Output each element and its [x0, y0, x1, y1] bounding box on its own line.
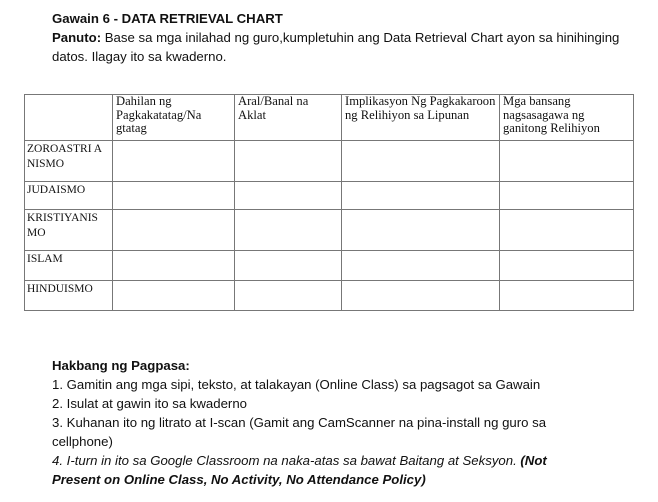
- instructions: [52, 28, 622, 66]
- table-cell[interactable]: [500, 141, 634, 182]
- header-cell: Dahilan ng Pagkakatatag/Na gtatag: [113, 95, 235, 141]
- table-cell[interactable]: [113, 210, 235, 251]
- step-4-policy-cont: Present on Online Class, No Activity, No Attendance Policy): [52, 472, 426, 487]
- table-row: [25, 182, 634, 210]
- instructions-text: Base sa mga inilahad ng guro,kumpletuhin ang Data Retrieval Chart ayon sa hinihinging datos. Ilagay ito sa kwaderno.: [52, 30, 620, 64]
- table-cell[interactable]: [342, 251, 500, 281]
- table-cell[interactable]: [235, 182, 342, 210]
- table-cell[interactable]: [342, 281, 500, 311]
- table-row: [25, 281, 634, 311]
- instructions-label: Panuto:: [52, 30, 102, 45]
- step-item: [52, 451, 547, 470]
- row-label: ISLAM: [25, 251, 113, 281]
- table-cell[interactable]: [500, 251, 634, 281]
- step-item: 1. Gamitin ang mga sipi, teksto, at talakayan (Online Class) sa pagsagot sa Gawain: [52, 377, 541, 392]
- submission-steps: [52, 356, 547, 489]
- row-label: ZOROASTRI ANISMO: [25, 141, 113, 182]
- table-cell[interactable]: [500, 210, 634, 251]
- row-label: JUDAISMO: [25, 182, 113, 210]
- table-cell[interactable]: [113, 141, 235, 182]
- table-cell[interactable]: [113, 251, 235, 281]
- table-cell[interactable]: [235, 210, 342, 251]
- table-row: [25, 210, 634, 251]
- header-cell: Mga bansang nagsasagawa ng ganitong Relihiyon: [500, 95, 634, 141]
- step-item: 2. Isulat at gawin ito sa kwaderno: [52, 396, 247, 411]
- table-cell[interactable]: [342, 182, 500, 210]
- step-item: 3. Kuhanan ito ng litrato at I-scan (Gamit ang CamScanner na pina-install ng guro sa: [52, 415, 547, 430]
- step-item: cellphone): [52, 434, 113, 449]
- table-cell[interactable]: [113, 182, 235, 210]
- header-cell: Implikasyon Ng Pagkakaroon ng Relihiyon sa Lipunan: [342, 95, 500, 141]
- table-cell[interactable]: [235, 141, 342, 182]
- step-4-text: 4. I-turn in ito sa Google Classroom na naka-atas sa bawat Baitang at Seksyon.: [52, 453, 517, 468]
- table-cell[interactable]: [113, 281, 235, 311]
- row-label: HINDUISMO: [25, 281, 113, 311]
- header-cell-empty: [25, 95, 113, 141]
- data-retrieval-chart: [24, 94, 634, 311]
- table-cell[interactable]: [342, 210, 500, 251]
- table-row: [25, 141, 634, 182]
- row-label: KRISTIYANIS MO: [25, 210, 113, 251]
- page-title: Gawain 6 - DATA RETRIEVAL CHART: [52, 11, 283, 26]
- steps-heading: Hakbang ng Pagpasa:: [52, 358, 190, 373]
- table-cell[interactable]: [235, 281, 342, 311]
- table-row: [25, 251, 634, 281]
- table-header-row: [25, 95, 634, 141]
- step-4-policy: (Not: [516, 453, 547, 468]
- table-cell[interactable]: [342, 141, 500, 182]
- table-cell[interactable]: [500, 182, 634, 210]
- header-cell: Aral/Banal na Aklat: [235, 95, 342, 141]
- table-cell[interactable]: [500, 281, 634, 311]
- table-cell[interactable]: [235, 251, 342, 281]
